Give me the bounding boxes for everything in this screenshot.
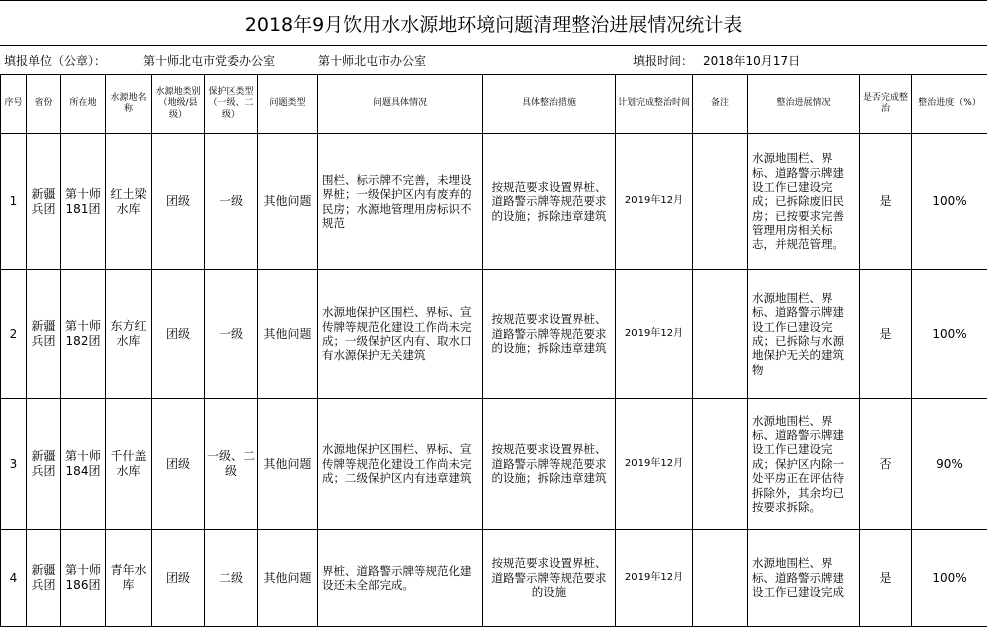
cell-category: 团级 [152, 270, 205, 399]
table-row [1, 530, 987, 627]
cell-no: 3 [1, 399, 27, 530]
cell-location: 第十师186团 [61, 530, 106, 627]
cell-progress: 水源地围栏、界标、道路警示牌建设工作已建设完成；已拆除废旧民房；已按要求完善管理用房相关标志，并规范管理。 [748, 134, 860, 270]
cell-problem: 水源地保护区围栏、界标、宣传牌等规范化建设工作尚未完成；一级保护区内有、取水口有水源保护无关建筑 [318, 270, 483, 399]
cell-measure: 按规范要求设置界桩、道路警示牌等规范要求的设施；拆除违章建筑 [483, 399, 616, 530]
cell-deadline: 2019年12月 [616, 270, 693, 399]
cell-type: 其他问题 [258, 530, 318, 627]
cell-no: 2 [1, 270, 27, 399]
cell-name: 青年水库 [106, 530, 152, 627]
header-note: 备注 [693, 75, 748, 134]
table-row [1, 134, 987, 270]
unit-label: 填报单位（公章）： [4, 53, 107, 68]
header-percent: 整治进度（%） [912, 75, 987, 134]
cell-percent: 90% [912, 399, 987, 530]
cell-percent: 100% [912, 134, 987, 270]
cell-zone: 一级 [205, 134, 258, 270]
cell-done: 是 [860, 530, 912, 627]
cell-category: 团级 [152, 530, 205, 627]
header-measure: 具体整治措施 [483, 75, 616, 134]
header-province: 省份 [27, 75, 61, 134]
page-title: 2018年9月饮用水水源地环境问题清理整治进展情况统计表 [0, 0, 987, 46]
cell-category: 团级 [152, 399, 205, 530]
cell-location: 第十师184团 [61, 399, 106, 530]
cell-done: 是 [860, 270, 912, 399]
data-table [0, 74, 987, 627]
unit-2: 第十师北屯市办公室 [318, 53, 427, 68]
cell-percent: 100% [912, 530, 987, 627]
header-done: 是否完成整治 [860, 75, 912, 134]
header-progress: 整治进展情况 [748, 75, 860, 134]
cell-measure: 按规范要求设置界桩、道路警示牌等规范要求的设施 [483, 530, 616, 627]
cell-name: 红土梁水库 [106, 134, 152, 270]
cell-note [693, 399, 748, 530]
cell-percent: 100% [912, 270, 987, 399]
unit-1: 第十师北屯市党委办公室 [143, 53, 276, 68]
cell-measure: 按规范要求设置界桩、道路警示牌等规范要求的设施；拆除违章建筑 [483, 270, 616, 399]
cell-progress: 水源地围栏、界标、道路警示牌建设工作已建设完成；已拆除与水源地保护无关的建筑物 [748, 270, 860, 399]
cell-deadline: 2019年12月 [616, 399, 693, 530]
cell-type: 其他问题 [258, 270, 318, 399]
table-row [1, 399, 987, 530]
cell-province: 新疆兵团 [27, 134, 61, 270]
cell-category: 团级 [152, 134, 205, 270]
cell-zone: 一级 [205, 270, 258, 399]
cell-deadline: 2019年12月 [616, 530, 693, 627]
header-no: 序号 [1, 75, 27, 134]
header-type: 问题类型 [258, 75, 318, 134]
cell-progress: 水源地围栏、界标、道路警示牌建设工作已建设完成；保护区内除一处平房正在评估待拆除外，其余均已按要求拆除。 [748, 399, 860, 530]
cell-name: 东方红水库 [106, 270, 152, 399]
cell-province: 新疆兵团 [27, 270, 61, 399]
header-row [1, 75, 987, 134]
date-label: 填报时间： [633, 53, 694, 68]
cell-problem: 围栏、标示牌不完善，未埋设界桩；一级保护区内有废弃的民房；水源地管理用房标识不规范 [318, 134, 483, 270]
cell-no: 1 [1, 134, 27, 270]
cell-note [693, 270, 748, 399]
cell-type: 其他问题 [258, 134, 318, 270]
cell-done: 是 [860, 134, 912, 270]
cell-no: 4 [1, 530, 27, 627]
cell-name: 千什盖水库 [106, 399, 152, 530]
cell-province: 新疆兵团 [27, 399, 61, 530]
cell-progress: 水源地围栏、界标、道路警示牌建设工作已建设完成 [748, 530, 860, 627]
header-zone: 保护区类型（一级、二级） [205, 75, 258, 134]
cell-note [693, 134, 748, 270]
cell-province: 新疆兵团 [27, 530, 61, 627]
header-name: 水源地名称 [106, 75, 152, 134]
header-problem: 问题具体情况 [318, 75, 483, 134]
cell-done: 否 [860, 399, 912, 530]
cell-location: 第十师181团 [61, 134, 106, 270]
cell-problem: 水源地保护区围栏、界标、宣传牌等规范化建设工作尚未完成；二级保护区内有违章建筑 [318, 399, 483, 530]
cell-problem: 界桩、道路警示牌等规范化建设还未全部完成。 [318, 530, 483, 627]
cell-measure: 按规范要求设置界桩、道路警示牌等规范要求的设施；拆除违章建筑 [483, 134, 616, 270]
header-location: 所在地 [61, 75, 106, 134]
cell-location: 第十师182团 [61, 270, 106, 399]
header-category: 水源地类别（地级/县级） [152, 75, 205, 134]
cell-deadline: 2019年12月 [616, 134, 693, 270]
table-row [1, 270, 987, 399]
cell-zone: 一级、二级 [205, 399, 258, 530]
header-deadline: 计划完成整治时间 [616, 75, 693, 134]
cell-note [693, 530, 748, 627]
cell-type: 其他问题 [258, 399, 318, 530]
date-value: 2018年10月17日 [703, 53, 801, 68]
cell-zone: 二级 [205, 530, 258, 627]
